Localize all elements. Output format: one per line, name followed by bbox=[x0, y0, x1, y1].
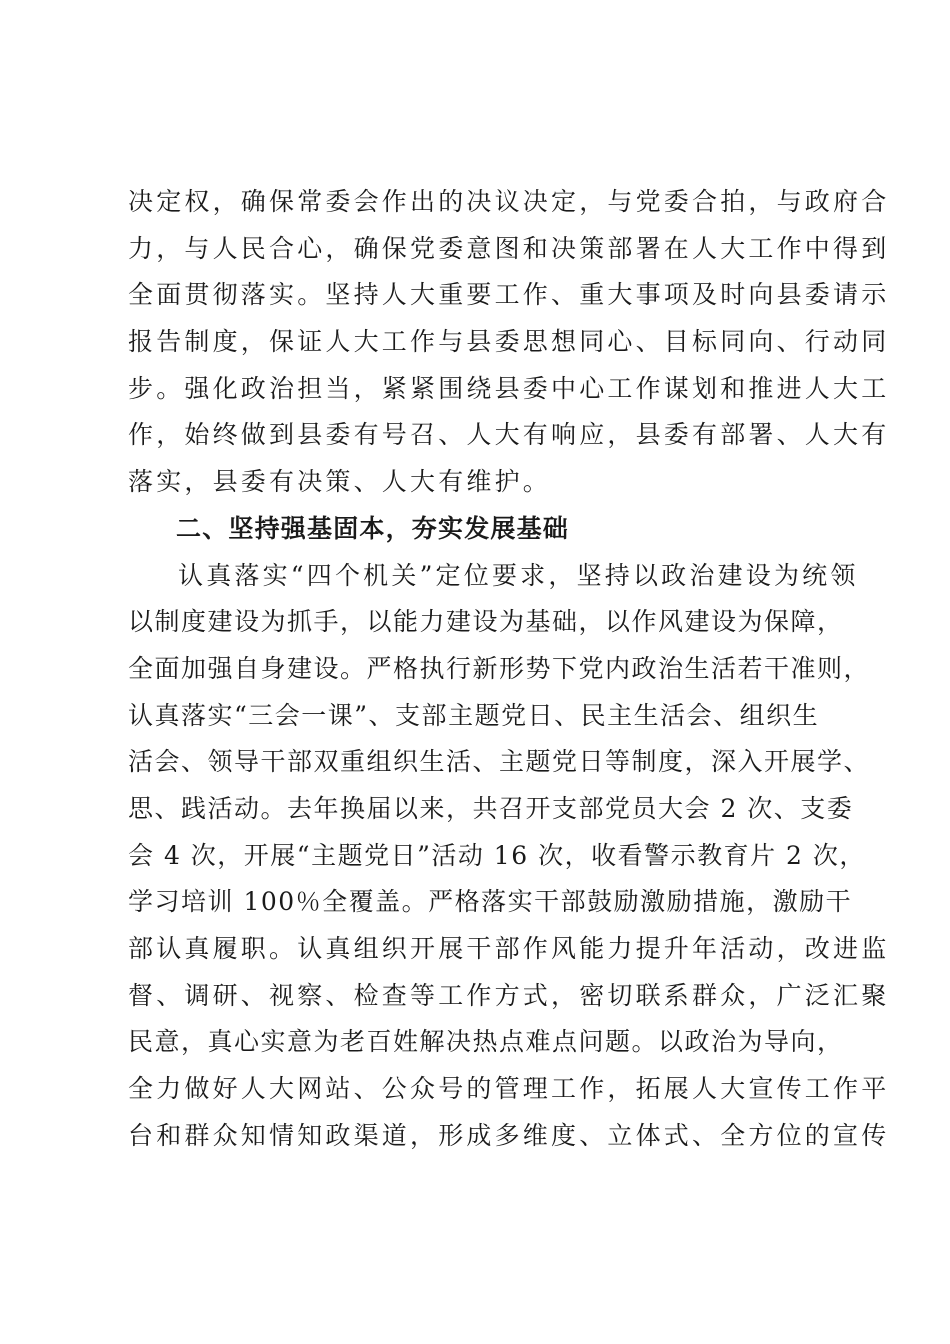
text-line: 活会、领导干部双重组织生活、主题党日等制度，深入开展学、 bbox=[128, 747, 871, 777]
text-line: 报告制度，保证人大工作与县委思想同心、目标同向、行动同 bbox=[128, 327, 890, 357]
text-line: 认真落实“三会一课”、支部主题党日、民主生活会、组织生 bbox=[128, 700, 820, 730]
text-line: 思、践活动。去年换届以来，共召开支部党员大会 2 次、支委 bbox=[128, 793, 854, 823]
text-line: 全力做好人大网站、公众号的管理工作，拓展人大宣传工作平 bbox=[128, 1074, 890, 1104]
text-line: 以制度建设为抓手，以能力建设为基础，以作风建设为保障， bbox=[128, 607, 844, 637]
text-line: 会 4 次，开展“主题党日”活动 16 次，收看警示教育片 2 次， bbox=[128, 840, 866, 870]
text-line: 落实，县委有决策、人大有维护。 bbox=[128, 467, 552, 497]
text-line: 认真落实“四个机关”定位要求，坚持以政治建设为统领 bbox=[178, 560, 859, 590]
text-line: 台和群众知情知政渠道，形成多维度、立体式、全方位的宣传 bbox=[128, 1120, 890, 1150]
text-line: 全面加强自身建设。严格执行新形势下党内政治生活若干准则， bbox=[128, 653, 871, 683]
text-line: 民意，真心实意为老百姓解决热点难点问题。以政治为导向， bbox=[128, 1027, 844, 1057]
body-text bbox=[128, 179, 890, 1159]
text-line: 决定权，确保常委会作出的决议决定，与党委合拍，与政府合 bbox=[128, 187, 890, 216]
text-line: 步。强化政治担当，紧紧围绕县委中心工作谋划和推进人大工 bbox=[128, 373, 890, 403]
text-line: 部认真履职。认真组织开展干部作风能力提升年活动，改进监 bbox=[128, 934, 890, 963]
text-line: 作，始终做到县委有号召、人大有响应，县委有部署、人大有 bbox=[128, 420, 890, 450]
text-line: 学习培训 100％全覆盖。严格落实干部鼓励激励措施，激励干 bbox=[128, 887, 853, 917]
text-line: 力，与人民合心，确保党委意图和决策部署在人大工作中得到 bbox=[128, 233, 890, 263]
text-line: 全面贯彻落实。坚持人大重要工作、重大事项及时向县委请示 bbox=[128, 280, 890, 310]
section-heading: 二、坚持强基固本，夯实发展基础 bbox=[176, 513, 570, 543]
text-line: 督、调研、视察、检查等工作方式，密切联系群众，广泛汇聚 bbox=[128, 980, 890, 1010]
